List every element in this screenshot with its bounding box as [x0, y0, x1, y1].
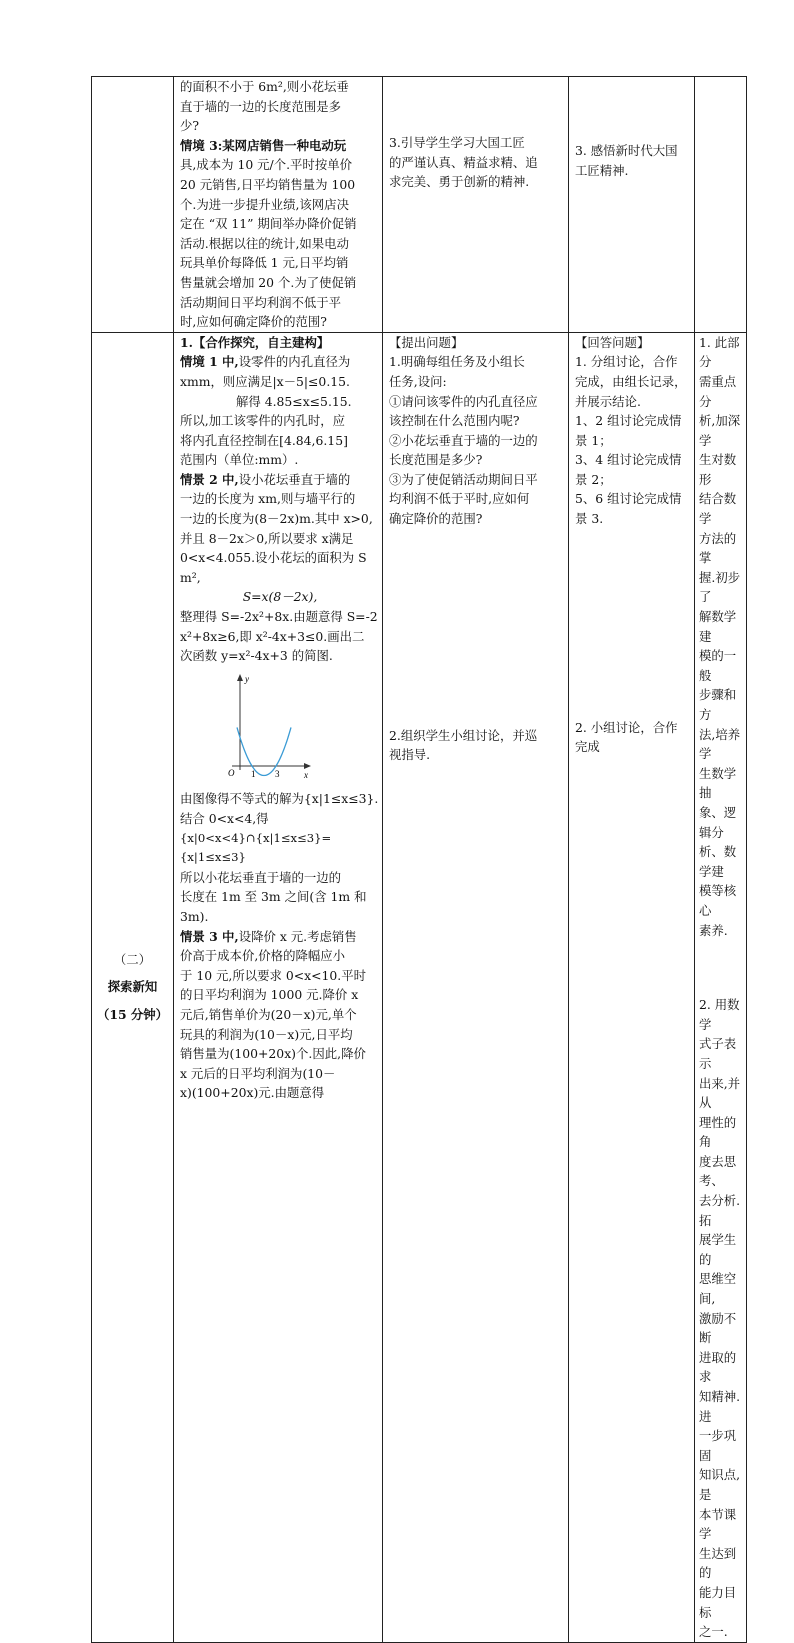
x-axis-label: x — [304, 769, 308, 780]
student-activity-cell: 3. 感悟新时代大国 工匠精神. — [569, 77, 695, 333]
x-tick-1: 1 — [251, 768, 256, 779]
table-row — [92, 332, 747, 1642]
section-heading: 1.【合作探究，自主建构】 — [180, 334, 330, 350]
y-axis-arrow — [237, 674, 243, 681]
activity-cell: 的面积不小于 6m²,则小花坛垂 直于墙的一边的长度范围是多 少? 情境 3:某网店销售一种电动玩 具,成本为 10 元/个.平时按单价 20 元销售,日平均销售量为 100 个.为进一步提升业绩,该网店决 定在 “双 11” 期间举办降价促销 活动.根据以往的统计,如果电动 玩具单价每降低 1 元,日平均销 售量就会增加 20 个.为了使促销 活动期间日平均利润不低于平 时,应如何确定降价的范围? — [174, 77, 383, 333]
lesson-plan-table — [91, 76, 747, 1643]
activity-cell: 1.【合作探究，自主建构】 情境 1 中,设零件的内孔直径为 xmm，则应满足|x－5|≤0.15. 解得 4.85≤x≤5.15. 所以,加工该零件的内孔时，应 将内孔直径控制在[4.84,6.15] 范围内（单位:mm）. 情景 2 中,设小花坛垂直于墙的 一边的长度为 xm,则与墙平行的 一边的长度为(8－2x)m.其中 x>0, 并且 8－2x＞0,所以要求 x满足 0<x<4.055.设小花坛的面积为 S m², S=x(8－2x), 整理得 S=-2x²+8x.由题意得 S=-2 x²+8x≥6,即 x²-4x+3≤0.画出二 次函数 y=x²-4x+3 的简图. y x O 1 3 由图像得不等式的解为{x|1≤x≤3}. 结合 0<x<4,得 {x|0<x<4}∩{x|1≤x≤3}={x|1≤x≤3} 所以小花坛垂直于墙的一边的 长度在 1m 至 3m 之间(含 1m 和 3m). 情景 3 中,设降价 x 元.考虑销售 价高于成本价,价格的降幅应小 于 10 元,所以要求 0<x<10.平时 的日平均利润为 1000 元.降价 x 元后,销售单价为(20－x)元,单个 玩具的利润为(10－x)元,日平均 销售量为(100+20x)个.因此,降价 x 元后的日平均利润为(10－ x)(100+20x)元.由题意得 — [174, 332, 383, 1642]
table-row — [92, 77, 747, 333]
stage-cell-empty — [92, 77, 174, 333]
y-axis-label: y — [245, 673, 249, 684]
teacher-activity-cell: 【提出问题】 1.明确每组任务及小组长 任务,设问: ①请问该零件的内孔直径应 该控制在什么范围内呢? ②小花坛垂直于墙的一边的 长度范围是多少? ③为了使促销活动期间日平 均利润不低于平时,应如何 确定降价的范围? 2.组织学生小组讨论，并巡 视指导. — [383, 332, 569, 1642]
teacher-activity-cell: 3.引导学生学习大国工匠 的严谨认真、精益求精、追 求完美、勇于创新的精神. — [383, 77, 569, 333]
origin-label: O — [228, 767, 235, 778]
x-axis-arrow — [304, 763, 311, 769]
parabola-curve — [237, 727, 291, 775]
design-intent-cell: 1. 此部分 需重点分 析,加深学 生对数形 结合数学 方法的掌 握.初步了 解数学建 模的一般 步骤和方 法,培养学 生数学抽 象、逻辑分 析、数学建 模等核心 素养. 2. 用数学 式子表示 出来,并从 理性的角 度去思考、 去分析. 拓 展学生的 思维空间, 激励不断 进取的求 知精神. 进 一步巩固 知识点,是 本节课学 生达到的 能力目标 之一. — [695, 332, 747, 1642]
stage-cell: （二） 探索新知 （15 分钟） — [92, 332, 174, 1642]
x-tick-3: 3 — [275, 768, 280, 779]
student-activity-cell: 【回答问题】 1. 分组讨论，合作 完成，由组长记录， 并展示结论. 1、2 组讨论完成情 景 1； 3、4 组讨论完成情 景 2； 5、6 组讨论完成情 景 3. 2. 小组讨论，合作 完成 — [569, 332, 695, 1642]
parabola-graph — [222, 672, 380, 786]
design-intent-cell — [695, 77, 747, 333]
